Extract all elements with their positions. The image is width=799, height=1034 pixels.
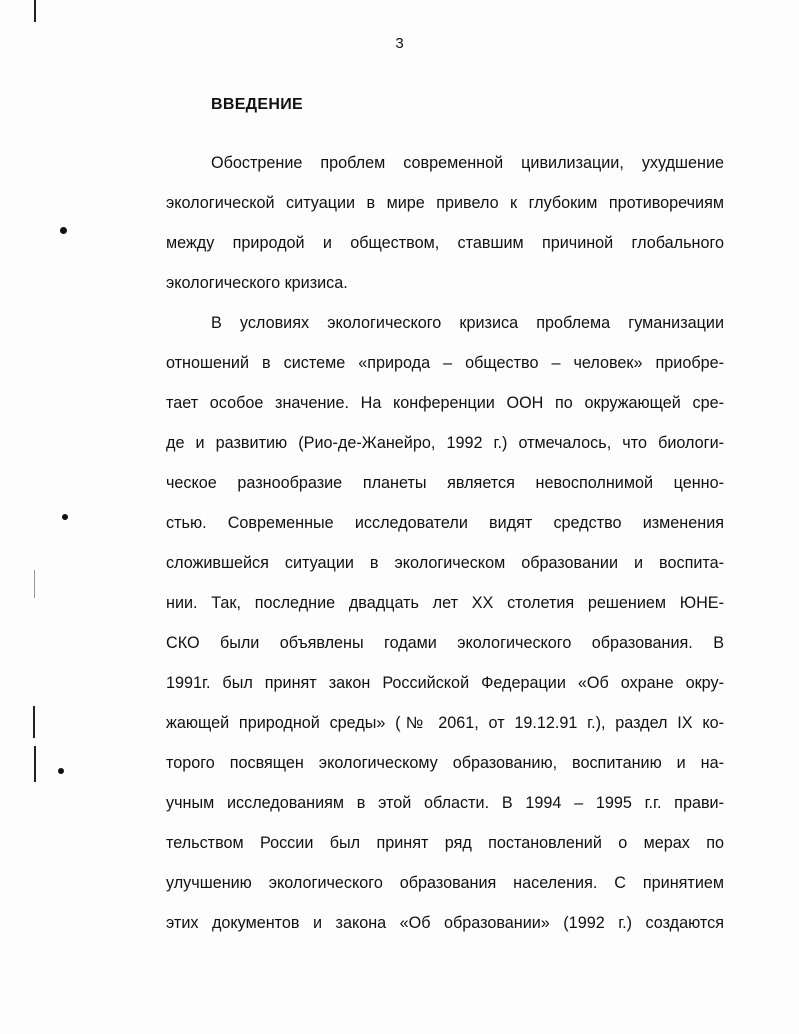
text-line: сложившейся ситуации в экологическом образовании и воспита- [166, 554, 724, 572]
text-line: улучшению экологического образования населения. С принятием [166, 874, 724, 892]
text-line: этих документов и закона «Об образовании» (1992 г.) создаются [166, 914, 724, 932]
text-line: тельством России был принят ряд постановлений о мерах по [166, 834, 724, 852]
text-line: жающей природной среды» (№ 2061, от 19.12.91 г.), раздел IX ко- [166, 714, 724, 732]
text-line: экологического кризиса. [166, 274, 348, 292]
text-line: ческое разнообразие планеты является невосполнимой ценно- [166, 474, 724, 492]
text-line: отношений в системе «природа – общество – человек» приобре- [166, 354, 724, 372]
text-line: экологической ситуации в мире привело к глубоким противоречиям [166, 194, 724, 212]
text-line: Обострение проблем современной цивилизации, ухудшение [211, 154, 724, 172]
section-heading: ВВЕДЕНИЕ [211, 96, 303, 113]
text-line: между природой и обществом, ставшим причиной глобального [166, 234, 724, 252]
scan-edge-mark [34, 746, 36, 782]
text-line: учным исследованиям в этой области. В 1994 – 1995 г.г. прави- [166, 794, 724, 812]
binder-hole-mark [60, 227, 67, 234]
page-number: 3 [395, 35, 404, 52]
scan-edge-mark [34, 0, 36, 22]
text-line: 1991г. был принят закон Российской Федерации «Об охране окру- [166, 674, 724, 692]
text-line: В условиях экологического кризиса проблема гуманизации [211, 314, 724, 332]
text-line: СКО были объявлены годами экологического образования. В [166, 634, 724, 652]
binder-hole-mark [58, 768, 64, 774]
text-line: торого посвящен экологическому образованию, воспитанию и на- [166, 754, 724, 772]
text-line: де и развитию (Рио-де-Жанейро, 1992 г.) отмечалось, что биологи- [166, 434, 724, 452]
text-line: стью. Современные исследователи видят средство изменения [166, 514, 724, 532]
text-line: тает особое значение. На конференции ООН по окружающей сре- [166, 394, 724, 412]
scan-edge-mark [33, 706, 35, 738]
binder-hole-mark [62, 514, 68, 520]
scan-edge-mark [34, 570, 35, 598]
text-line: нии. Так, последние двадцать лет XX столетия решением ЮНЕ- [166, 594, 724, 612]
